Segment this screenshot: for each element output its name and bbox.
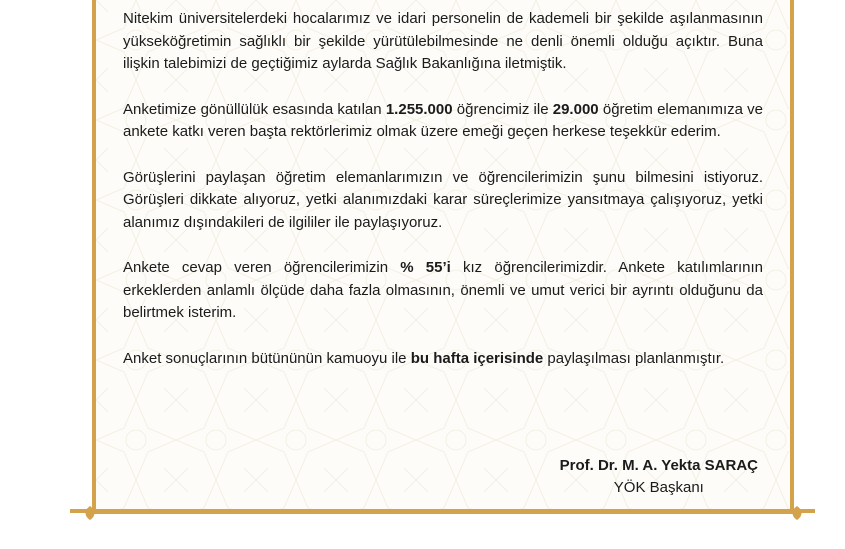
female-percentage: % 55’i (400, 259, 451, 276)
paragraph-1: Nitekim üniversitelerdeki hocalarımız ve idari personelin de kademeli bir şekilde aşılanmasının yükseköğretimin sağlıklı bir şekilde yürütülebilmesinde ne denli önemli olduğu açıktır. Buna ilişkin talebimizi de geçtiğimiz aylarda Sağlık Bakanlığına iletmiştik. (123, 10, 763, 72)
student-count: 1.255.000 (385, 100, 453, 118)
bottom-ornament (70, 507, 815, 515)
paragraph-3: Görüşlerini paylaşan öğretim elemanlarımızın ve öğrencilerimizin şunu bilmesini istiyoruz. Görüşleri dikkate alıyoruz, yetki alanımızdaki karar süreçlerimize yansıtmaya çalışıyoruz, yetki alanımız dışındakileri de ilgililer ile paylaşıyoruz. (123, 168, 763, 231)
letter-frame (92, 0, 794, 514)
left-ornament-icon (79, 506, 101, 520)
paragraph-2: Anketimize gönüllülük esasında katılan 1.255.000 öğrencimiz ile 29.000 öğretim elemanımıza ve ankete katkı veren başta rektörlerimiz olmak üzere emeği geçen herkese teşekkür ederim. (123, 100, 764, 140)
paragraph-5: Anket sonuçlarının bütününün kamuoyu ile bu hafta içerisinde paylaşılması planlanmıştır. (123, 349, 725, 367)
right-ornament-icon (786, 506, 808, 520)
staff-count: 29.000 (552, 100, 599, 118)
timing-emphasis: bu hafta içerisinde (410, 349, 544, 367)
paragraph-4: Ankete cevap veren öğrencilerimizin % 55’i kız öğrencilerimizdir. Ankete katılımlarının erkeklerden anlamlı ölçüde daha fazla olmasının, önemli ve umut verici bir ayrıntı olduğunu da belirtmek isterim. (123, 259, 764, 321)
signature-title: YÖK Başkanı (613, 479, 704, 496)
letter-body (123, 8, 763, 393)
signature-block (560, 455, 758, 499)
signature-name: Prof. Dr. M. A. Yekta SARAÇ (559, 457, 758, 474)
